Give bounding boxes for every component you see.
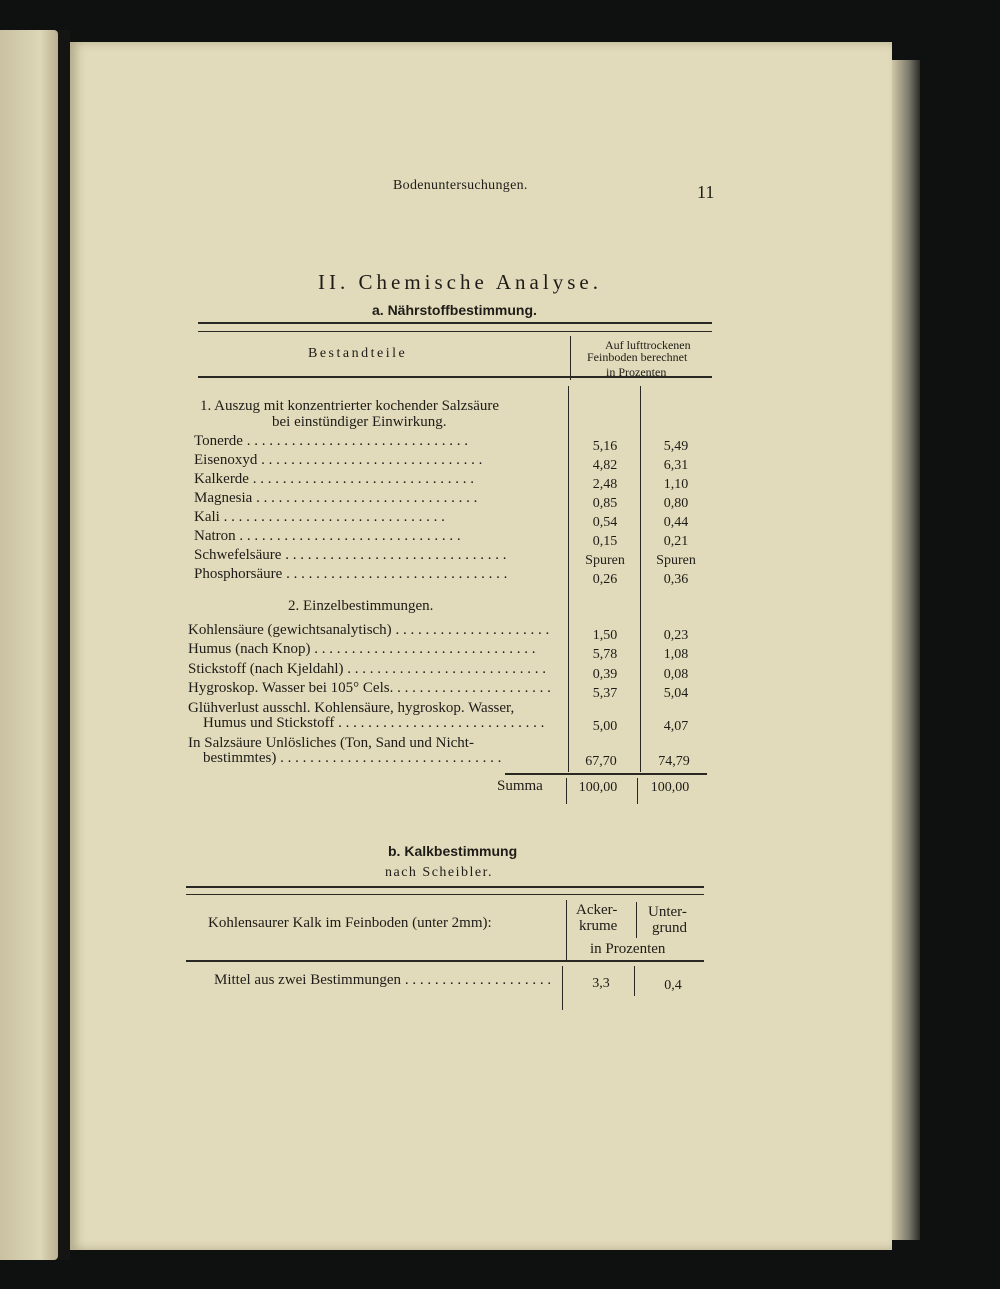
table-row-label: Magnesia . . .: [194, 490, 554, 507]
table-b-row-label: Mittel aus zwei Bestimmungen . . .: [214, 972, 550, 989]
table-cell-v1: 0,85: [592, 496, 618, 511]
table-row-label: Stickstoff (nach Kjeldahl) . . .: [188, 661, 550, 678]
table-cell-v2: 5,04: [663, 685, 689, 701]
table-b-top-rule: [186, 886, 704, 888]
table-b-row-v2: 0,4: [664, 978, 682, 993]
col-header-values-1: Auf lufttrockenen: [605, 338, 691, 352]
table-b-top-rule-2: [186, 894, 704, 895]
table-a-title: a. Nährstoffbestimmung.: [372, 302, 537, 318]
table-cell-v2: 1,10: [663, 477, 689, 492]
table-b-col2-header-2: grund: [652, 920, 687, 936]
table-cell-v1: 0,26: [592, 572, 618, 587]
group1-title-line2: bei einstündiger Einwirkung.: [272, 414, 447, 430]
row-unloesliches-v1: 67,70: [585, 754, 617, 769]
table-b-vline-1: [566, 900, 567, 960]
table-cell-v1: 0,15: [592, 534, 618, 549]
row-unloesliches-line1: In Salzsäure Unlösliches (Ton, Sand und Nicht-: [188, 735, 474, 751]
row-unloesliches-line2: bestimmtes) . . .: [203, 750, 548, 767]
table-b-vline-3: [562, 966, 563, 1010]
table-b-col1-header-1: Acker-: [576, 902, 618, 918]
group2-title: 2. Einzelbestimmungen.: [288, 598, 434, 614]
table-cell-v2: 0,44: [663, 515, 689, 530]
table-a-vline-1: [570, 336, 571, 380]
table-cell-v1: 5,37: [592, 685, 618, 701]
summa-v2: 100,00: [650, 780, 690, 795]
table-cell-v2: 0,08: [663, 666, 689, 682]
book-gutter: [58, 30, 70, 1260]
table-cell-v1: 0,39: [592, 666, 618, 682]
table-cell-v1: 0,54: [592, 515, 618, 530]
page-number: 11: [697, 182, 715, 202]
table-b-label-header: Kohlensaurer Kalk im Feinboden (unter 2mm):: [208, 915, 492, 931]
table-cell-v1: Spuren: [585, 553, 625, 568]
row-gluehverlust-line2: Humus und Stickstoff . . .: [203, 715, 548, 732]
table-row-label: Schwefelsäure . . .: [194, 547, 554, 564]
table-cell-v2: 1,08: [663, 647, 689, 663]
page-stack-edge: [892, 60, 920, 1240]
summa-v1: 100,00: [578, 780, 618, 795]
table-row-label: Tonerde . . .: [194, 433, 554, 450]
table-cell-v1: 5,78: [592, 647, 618, 663]
table-row-label: Humus (nach Knop) . . .: [188, 641, 550, 658]
table-a-sum-rule: [505, 773, 707, 775]
table-row-label: Kalkerde . . .: [194, 471, 554, 488]
table-cell-v2: Spuren: [656, 553, 696, 568]
table-cell-v1: 2,48: [592, 477, 618, 492]
row-gluehverlust-v1: 5,00: [592, 719, 618, 734]
col-header-values-3: in Prozenten: [606, 365, 667, 379]
summa-label: Summa: [497, 778, 543, 794]
table-row-label: Kohlensäure (gewichtsanalytisch) . . .: [188, 622, 550, 639]
table-b-unit-header: in Prozenten: [590, 941, 666, 957]
table-cell-v2: 0,21: [663, 534, 689, 549]
table-row-label: Eisenoxyd . . .: [194, 452, 554, 469]
table-b-vline-2: [636, 902, 637, 938]
table-cell-v1: 1,50: [592, 628, 618, 643]
row-gluehverlust-v2: 4,07: [663, 719, 689, 734]
table-a-top-rule-2: [198, 331, 712, 332]
table-row-label: Natron . . .: [194, 528, 554, 545]
col-header-values-2: Feinboden berechnet: [587, 350, 688, 364]
table-b-unit-rule: [186, 960, 704, 962]
running-head: Bodenuntersuchungen.: [393, 178, 528, 193]
table-row-label: Phosphorsäure . . .: [194, 566, 554, 583]
group1-title-line1: 1. Auszug mit konzentrierter kochender Salzsäure: [200, 398, 500, 414]
facing-page-edge: [0, 30, 58, 1260]
table-cell-v2: 0,23: [663, 628, 689, 643]
table-cell-v2: 6,31: [663, 458, 689, 473]
col-header-bestandteile: Bestandteile: [308, 346, 408, 361]
table-row-label: Hygroskop. Wasser bei 105° Cels. . . .: [188, 680, 550, 697]
row-unloesliches-v2: 74,79: [658, 754, 690, 769]
table-row-label: Kali . . .: [194, 509, 554, 526]
table-cell-v1: 5,16: [592, 439, 618, 454]
table-cell-v1: 4,82: [592, 458, 618, 473]
table-b-col1-header-2: krume: [579, 918, 618, 934]
table-b-row-v1: 3,3: [592, 976, 610, 991]
table-cell-v2: 5,49: [663, 439, 689, 454]
table-b-subtitle: nach Scheibler.: [385, 865, 494, 880]
table-cell-v2: 0,80: [663, 496, 689, 511]
table-cell-v2: 0,36: [663, 572, 689, 587]
row-gluehverlust-line1: Glühverlust ausschl. Kohlensäure, hygroskop. Wasser,: [188, 700, 515, 716]
section-title: II. Chemische Analyse.: [318, 270, 602, 294]
table-b-title: b. Kalkbestimmung: [388, 843, 518, 859]
table-b-col2-header-1: Unter-: [648, 904, 687, 920]
table-a-top-rule: [198, 322, 712, 324]
